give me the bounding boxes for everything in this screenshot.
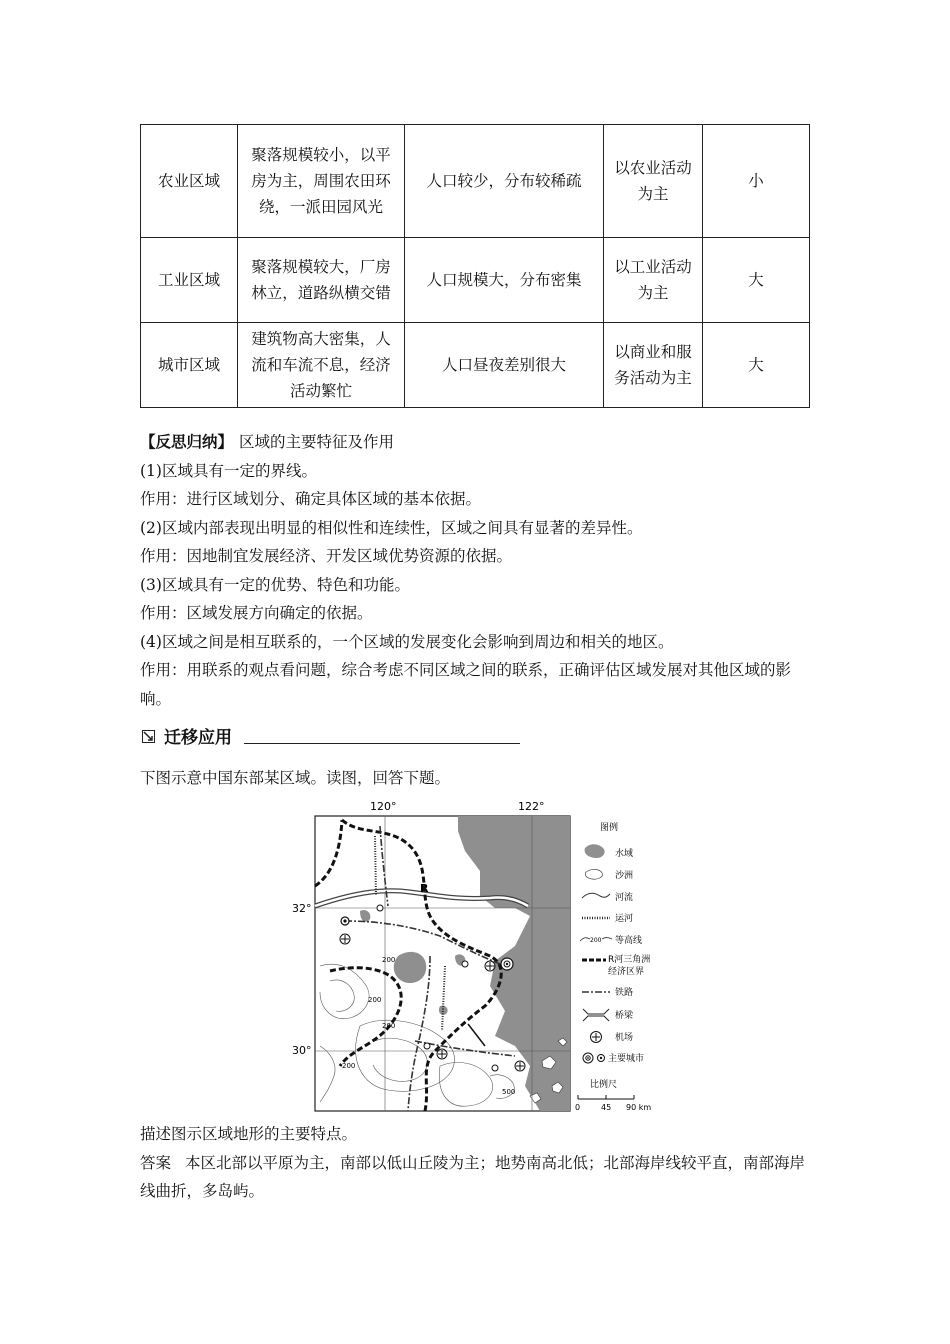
table-cell-landscape: 建筑物高大密集，人流和车流不息，经济活动繁忙 (238, 323, 405, 408)
reflection-line: 作用：因地制宜发展经济、开发区域优势资源的依据。 (140, 547, 513, 565)
table-cell-region: 城市区域 (141, 323, 238, 408)
legend-item: 桥梁 (615, 1011, 634, 1021)
legend-item: R河三角洲 (608, 955, 651, 965)
scale-title: 比例尺 (590, 1080, 618, 1090)
legend-item: 水域 (615, 849, 634, 859)
table-cell-population: 人口规模大，分布密集 (405, 238, 604, 323)
table-cell-activity: 以商业和服务活动为主 (604, 323, 703, 408)
question-prompt: 描述图示区域地形的主要特点。 (140, 1125, 358, 1143)
answer-label: 答案 (140, 1153, 172, 1172)
table-cell-landscape: 聚落规模较小，以平房为主，周围农田环绕，一派田园风光 (238, 125, 405, 238)
section-header (140, 724, 525, 752)
water-icon (585, 844, 605, 858)
section-title: 迁移应用 (164, 728, 232, 748)
scale-bar (578, 1095, 634, 1099)
legend-item: 主要城市 (608, 1054, 645, 1064)
table-cell-landscape: 聚落规模较大，厂房林立，道路纵横交错 (238, 238, 405, 323)
contour-label: 200 (368, 996, 382, 1004)
legend-item: 沙洲 (615, 871, 634, 881)
table-row (141, 125, 810, 238)
scale-tick: 45 (601, 1103, 612, 1112)
reflection-label: 【反思归纳】 (140, 432, 234, 451)
lake (394, 952, 426, 983)
contour-label: 200 (342, 1062, 356, 1070)
table-cell-impact: 大 (703, 238, 810, 323)
legend-item: 机场 (615, 1033, 634, 1043)
table-cell-activity: 以工业活动为主 (604, 238, 703, 323)
lat-label: 32° (292, 902, 312, 915)
table-cell-region: 工业区域 (141, 238, 238, 323)
table-cell-population: 人口较少，分布较稀疏 (405, 125, 604, 238)
table-cell-impact: 小 (703, 125, 810, 238)
question-intro (140, 764, 812, 793)
question-block (140, 1120, 812, 1206)
reflection-heading (140, 428, 812, 457)
table-cell-region: 农业区域 (141, 125, 238, 238)
reflection-line: (4)区域之间是相互联系的，一个区域的发展变化会影响到周边和相关的地区。 (140, 632, 674, 651)
table-cell-population: 人口昼夜差别很大 (405, 323, 604, 408)
river-label: R (420, 882, 429, 895)
legend-item: 河流 (615, 893, 634, 903)
city-icon (583, 1053, 605, 1063)
section-marker-icon (142, 730, 155, 743)
reflection-block (140, 428, 812, 713)
reflection-line: 作用：用联系的观点看问题，综合考虑不同区域之间的联系，正确评估区域发展对其他区域的影响。 (140, 661, 792, 708)
scale-tick: 0 (575, 1103, 581, 1112)
legend-item: 经济区界 (608, 967, 645, 977)
answer-paragraph (140, 1149, 812, 1206)
reflection-line: 作用：进行区域划分、确定具体区域的基本依据。 (140, 490, 482, 508)
sandbar-icon (585, 869, 602, 879)
reflection-line: 作用：区域发展方向确定的依据。 (140, 604, 373, 622)
lon-label: 120° (370, 800, 397, 813)
reflection-title: 区域的主要特征及作用 (239, 433, 395, 451)
question-intro-text: 下图示意中国东部某区域。读图，回答下题。 (140, 769, 451, 787)
contour-label: 200 (382, 956, 396, 964)
answer-text: 本区北部以平原为主，南部以低山丘陵为主；地势南高北低；北部海岸线较平直，南部海岸线曲折，多岛屿。 (140, 1153, 806, 1200)
table-cell-impact: 大 (703, 323, 810, 408)
table-cell-activity: 以农业活动为主 (604, 125, 703, 238)
contour-label: 200 (382, 1022, 396, 1030)
map-legend (575, 821, 651, 1112)
legend-item: 铁路 (615, 988, 634, 998)
table-row (141, 238, 810, 323)
lat-label: 30° (292, 1044, 312, 1057)
airport-icon (591, 1032, 602, 1043)
legend-item: 运河 (615, 914, 634, 924)
contour-label: 500 (502, 1088, 516, 1096)
river-icon (582, 893, 610, 898)
legend-contour-sample: 200 (590, 937, 602, 944)
legend-title: 图例 (600, 823, 619, 833)
table-row (141, 323, 810, 408)
reflection-line: (3)区域具有一定的优势、特色和功能。 (140, 575, 410, 594)
section-underline (244, 743, 520, 744)
legend-item: 等高线 (615, 936, 643, 946)
lon-label: 122° (518, 800, 545, 813)
region-comparison-table (140, 124, 810, 408)
bridge-icon (583, 1009, 609, 1021)
region-map (290, 796, 670, 1116)
scale-tick: 90 km (626, 1103, 652, 1112)
reflection-line: (1)区域具有一定的界线。 (140, 461, 317, 480)
reflection-line: (2)区域内部表现出明显的相似性和连续性，区域之间具有显著的差异性。 (140, 518, 643, 537)
